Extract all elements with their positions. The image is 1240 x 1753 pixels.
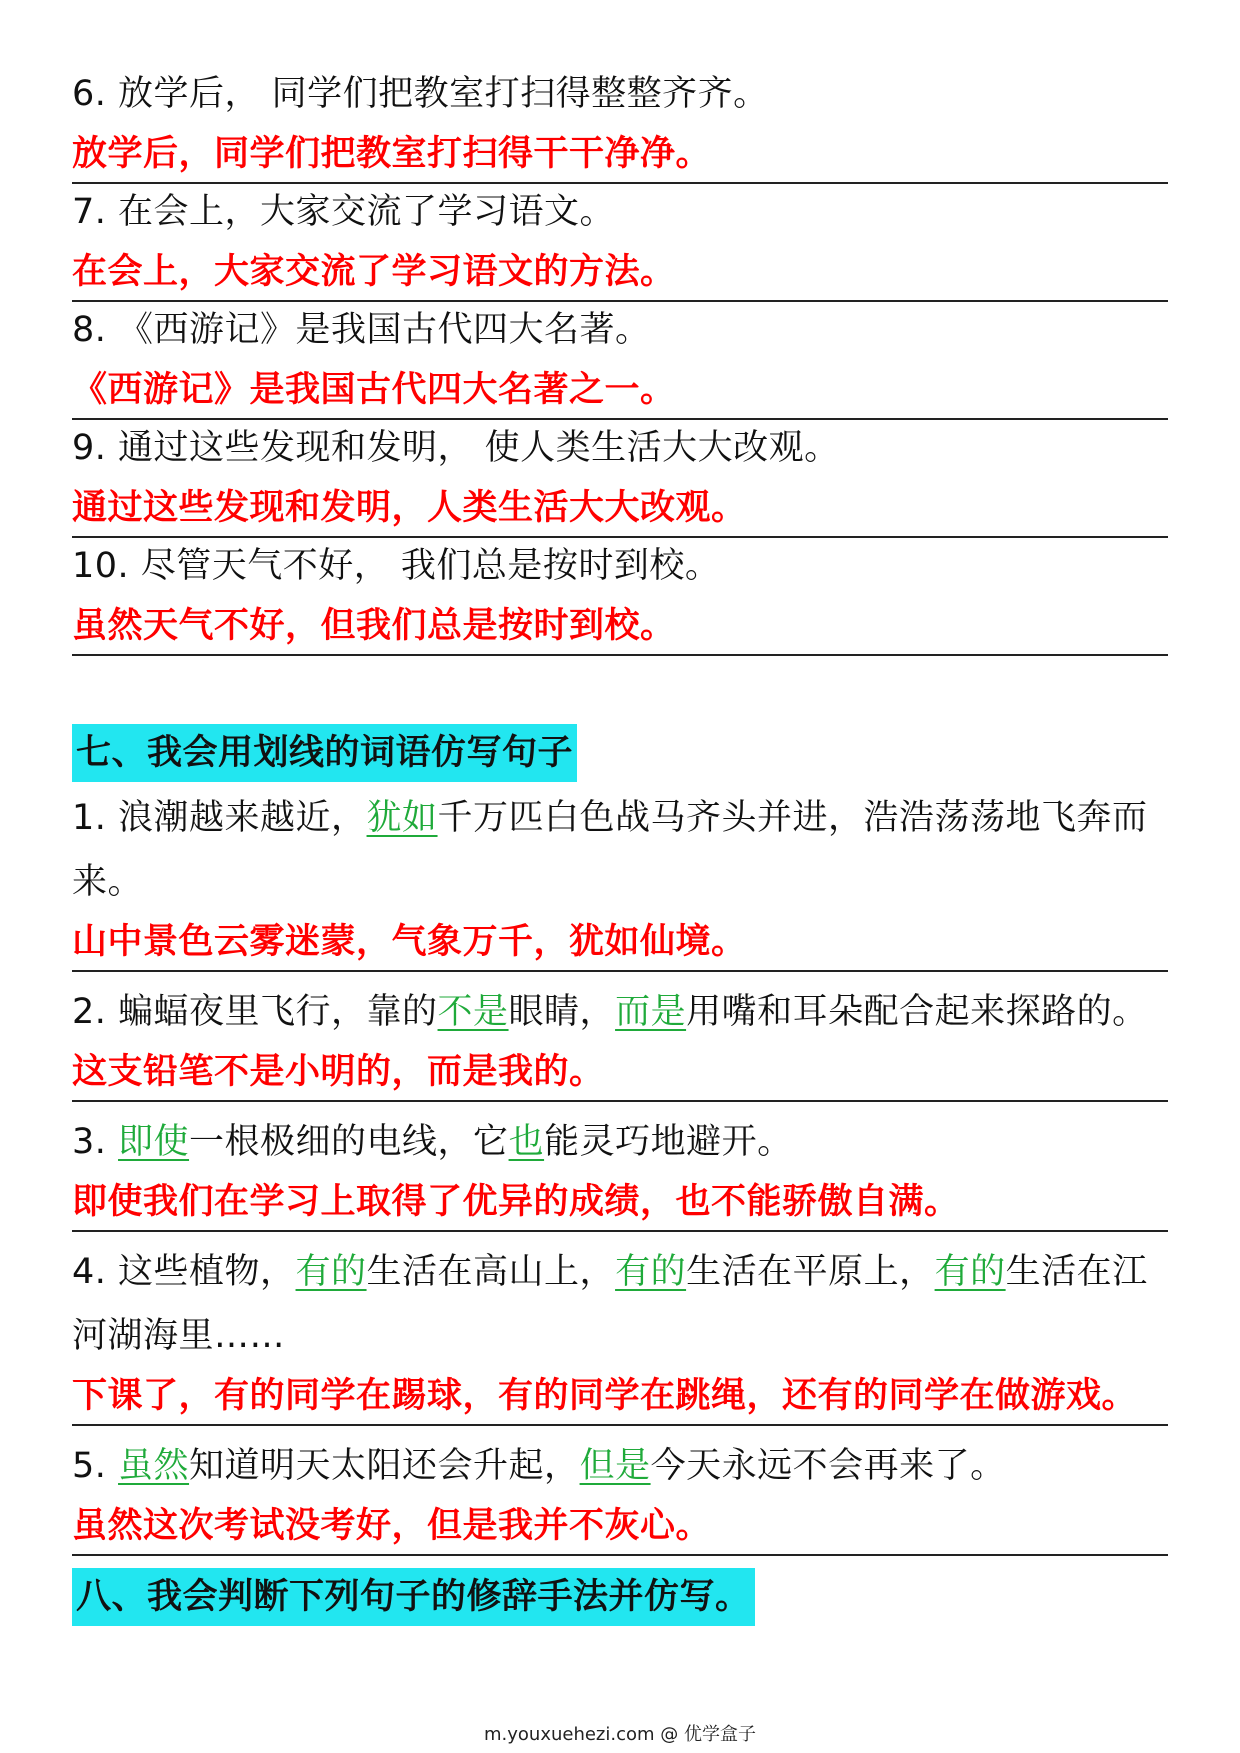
- answer-line: 这支铅笔不是小明的，而是我的。: [72, 1044, 1168, 1102]
- answer-line: 《西游记》是我国古代四大名著之一。: [72, 362, 1168, 420]
- answer-line: 放学后，同学们把教室打扫得干干净净。: [72, 126, 1168, 184]
- text-part: 1. 浪潮越来越近，: [72, 798, 367, 838]
- imitation-item-3: [72, 1110, 1168, 1232]
- imitation-item-1: [72, 786, 1168, 972]
- exercise-item-9: [72, 416, 1168, 538]
- text-part: 4. 这些植物，: [72, 1252, 296, 1292]
- footer-watermark: m.youxuehezi.com @ 优学盒子: [483, 1724, 756, 1745]
- section-7-heading: [72, 724, 1168, 782]
- answer-line: 下课了，有的同学在踢球，有的同学在跳绳，还有的同学在做游戏。: [72, 1368, 1168, 1426]
- section-title: 八、我会判断下列句子的修辞手法并仿写。: [72, 1568, 755, 1626]
- answer-line: 即使我们在学习上取得了优异的成绩，也不能骄傲自满。: [72, 1174, 1168, 1232]
- question-text: [72, 1434, 1168, 1498]
- question-text: [72, 980, 1168, 1044]
- question-text: 9. 通过这些发现和发明， 使人类生活大大改观。: [72, 428, 840, 468]
- text-part: 眼睛，: [508, 992, 616, 1032]
- imitation-item-4: [72, 1240, 1168, 1426]
- section-title: 七、我会用划线的词语仿写句子: [72, 724, 577, 782]
- underlined-keyword: 而是: [615, 992, 687, 1032]
- question-text: 7. 在会上，大家交流了学习语文。: [72, 192, 616, 232]
- answer-line: 在会上，大家交流了学习语文的方法。: [72, 244, 1168, 302]
- text-part: 知道明天太阳还会升起，: [189, 1446, 580, 1486]
- underlined-keyword: 也: [508, 1122, 545, 1162]
- question-text: [72, 786, 1168, 914]
- underlined-keyword: 不是: [437, 992, 509, 1032]
- imitation-item-5: [72, 1434, 1168, 1556]
- underlined-keyword: 即使: [118, 1122, 190, 1162]
- text-part: 2. 蝙蝠夜里飞行，靠的: [72, 992, 438, 1032]
- answer-line: 虽然这次考试没考好，但是我并不灰心。: [72, 1498, 1168, 1556]
- text-part: 生活在平原上，: [686, 1252, 935, 1292]
- question-text: 6. 放学后， 同学们把教室打扫得整整齐齐。: [72, 74, 769, 114]
- question-text: 8. 《西游记》是我国古代四大名著。: [72, 310, 651, 350]
- text-part: 生活在江河湖海里……: [72, 1252, 1148, 1356]
- text-part: 能灵巧地避开。: [544, 1122, 793, 1162]
- underlined-keyword: 有的: [615, 1252, 687, 1292]
- text-part: 今天永远不会再来了。: [650, 1446, 1006, 1486]
- answer-line: 通过这些发现和发明，人类生活大大改观。: [72, 480, 1168, 538]
- underlined-keyword: 犹如: [366, 798, 438, 838]
- text-part: 用嘴和耳朵配合起来探路的。: [686, 992, 1148, 1032]
- question-text: [72, 1110, 1168, 1174]
- text-part: 千万匹白色战马齐头并进，浩浩荡荡地飞奔而来。: [72, 798, 1148, 902]
- exercise-item-7: [72, 180, 1168, 302]
- text-part: 生活在高山上，: [366, 1252, 616, 1292]
- text-part: 3.: [72, 1122, 119, 1162]
- imitation-item-2: [72, 980, 1168, 1102]
- underlined-keyword: 有的: [934, 1252, 1006, 1292]
- exercise-item-6: [72, 62, 1168, 184]
- section-8-heading: [72, 1568, 1168, 1626]
- underlined-keyword: 虽然: [118, 1446, 190, 1486]
- question-text: 10. 尽管天气不好， 我们总是按时到校。: [72, 546, 721, 586]
- answer-line: 虽然天气不好，但我们总是按时到校。: [72, 598, 1168, 656]
- underlined-keyword: 有的: [295, 1252, 367, 1292]
- exercise-item-8: [72, 298, 1168, 420]
- text-part: 一根极细的电线，它: [189, 1122, 509, 1162]
- exercise-item-10: [72, 534, 1168, 656]
- text-part: 5.: [72, 1446, 119, 1486]
- question-text: [72, 1240, 1168, 1368]
- answer-line: 山中景色云雾迷蒙，气象万千，犹如仙境。: [72, 914, 1168, 972]
- underlined-keyword: 但是: [579, 1446, 651, 1486]
